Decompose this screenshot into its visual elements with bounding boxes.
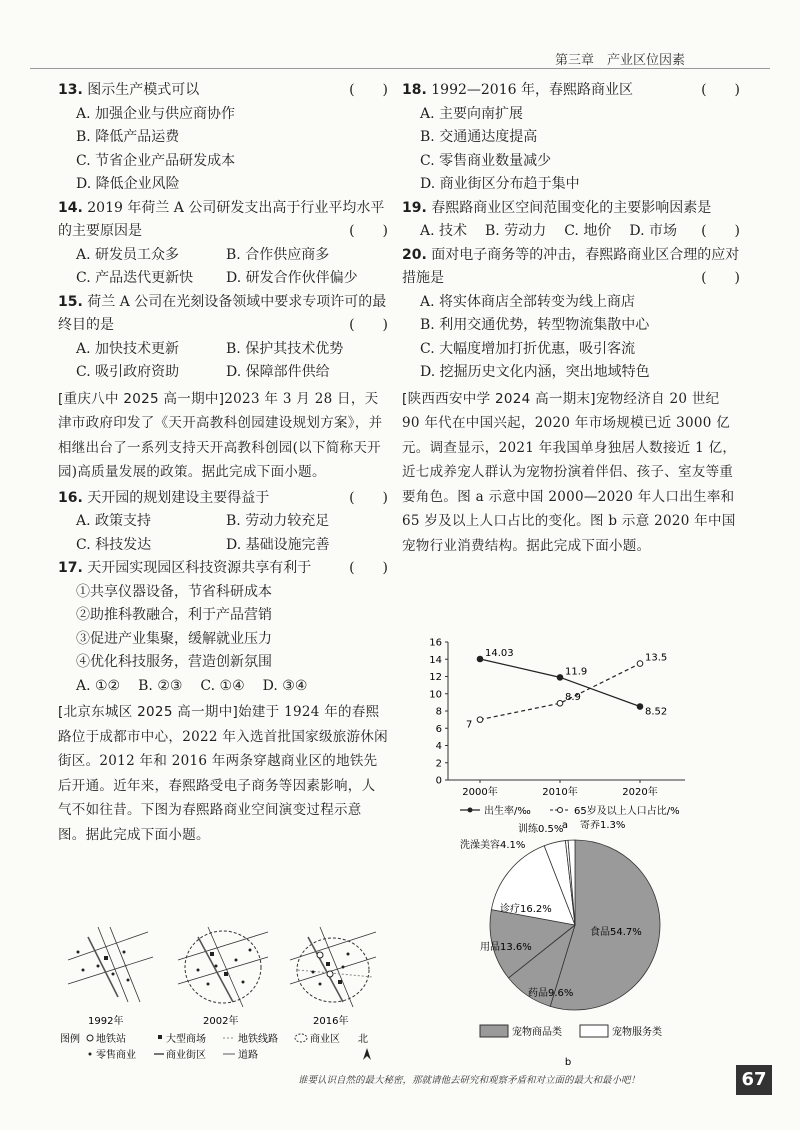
question-stem: 春熙路商业区空间范围变化的主要影响因素是 <box>431 199 712 216</box>
header-rule <box>30 68 770 69</box>
page-number: 67 <box>736 1065 772 1095</box>
question-stem: 天开园的规划建设主要得益于 <box>87 489 270 506</box>
y-tick-label: 4 <box>435 741 442 752</box>
legend-item: 道路 <box>238 1050 258 1061</box>
figure-label: b <box>564 1057 572 1068</box>
question-stem: 图示生产模式可以 <box>87 82 200 98</box>
y-tick-label: 12 <box>429 672 442 683</box>
slice-label: 诊疗16.2% <box>500 904 552 915</box>
legend-item: 地铁线路 <box>238 1034 278 1045</box>
slice-label: 食品54.7% <box>590 927 642 938</box>
north-label: 北 <box>358 1034 368 1045</box>
question-number: 16. <box>58 489 83 506</box>
data-point <box>477 717 483 723</box>
material-text: 宠物经济自 20 世纪 90 年代在中国兴起，2020 年市场规模已近 3000 亿元。调查显示，2021 年我国单身独居人数接近 1 亿，近七成养宠人群认为宠物扮演着伴侣、孩子、室友等重要角色。图 a 示意中国 2000—2020 年人口出生率和 65 岁及以上人口占比的变化。图 b 示意 2020 年中国宠物行业消费结构。据此完成下面小题。 <box>402 390 737 554</box>
material-source: [陕西西安中学 2024 高一期末] <box>402 390 596 407</box>
answer-paren[interactable]: ( ) <box>349 489 388 506</box>
data-label: 8.52 <box>645 706 668 718</box>
option[interactable]: D. 研发合作伙伴偏少 <box>226 270 358 286</box>
data-label: 7 <box>466 719 473 731</box>
statement-item: ①共享仪器设备，节省科研成本 <box>76 583 272 600</box>
legend-label: 宠物商品类 <box>512 1027 562 1038</box>
y-tick-label: 16 <box>429 637 442 649</box>
option[interactable]: A. 主要向南扩展 <box>420 105 524 122</box>
data-label: 11.9 <box>565 666 588 678</box>
answer-paren[interactable]: ( ) <box>349 82 388 98</box>
slice-label: 药品9.6% <box>528 988 574 999</box>
north-arrow-icon <box>363 1048 371 1060</box>
data-point <box>637 661 643 667</box>
option[interactable]: D. 降低企业风险 <box>76 176 180 192</box>
data-label: 14.03 <box>485 647 514 659</box>
x-tick-label: 2020年 <box>622 787 658 798</box>
aged-share-line <box>480 664 640 720</box>
y-tick-label: 6 <box>435 723 442 735</box>
data-label: 13.5 <box>645 652 668 664</box>
legend-item: 商业区 <box>310 1034 340 1045</box>
option[interactable]: B. 劳动力较充足 <box>226 513 330 529</box>
option[interactable]: C. 吸引政府资助 <box>76 364 180 380</box>
figure-label: a <box>561 820 569 830</box>
option[interactable]: A. 技术 <box>420 223 468 239</box>
legend-marker <box>558 808 563 813</box>
chart-marks <box>460 648 680 830</box>
slice-label: 寄养1.3% <box>580 820 626 831</box>
question-number: 20. <box>402 246 427 263</box>
option[interactable]: A. 加快技术更新 <box>76 340 180 357</box>
material-text: 2023 年 3 月 28 日，天津市政府印发了《天开高教科创园建设规划方案》，并相继出台了一系列支持天开高教科创园(以下简称天开园)高质量发展的政策。据此完成下面小题。 <box>58 390 383 480</box>
question-number: 17. <box>58 560 83 576</box>
statement-item: ②助推科教融合，利于产品营销 <box>76 607 272 623</box>
question-13 <box>58 79 388 103</box>
option[interactable]: B. 利用交通优势，转型物流集散中心 <box>420 317 650 333</box>
legend-item: 商业街区 <box>166 1050 206 1061</box>
answer-paren[interactable]: ( ) <box>349 560 388 576</box>
legend-swatch <box>580 1025 608 1037</box>
data-point <box>477 656 483 662</box>
legend-item: 大型商场 <box>166 1034 206 1045</box>
question-20 <box>402 244 740 291</box>
material-source: [重庆八中 2025 高一期中] <box>58 390 225 407</box>
material-text: 始建于 1924 年的春熙路位于成都市中心，2022 年入选首批国家级旅游休闲街区。2012 年和 2016 年两条穿越商业区的地铁先后开通。近年来，春熙路受电子商务等因素影响，人气不如往昔。下图为春熙路商业空间演变过程示意图。据此完成下面小题。 <box>58 704 388 843</box>
line-chart-svg <box>420 630 720 830</box>
slice-label: 训练0.5% <box>518 824 564 835</box>
y-tick-label: 14 <box>429 654 442 666</box>
option[interactable]: C. 地价 <box>564 223 612 239</box>
option-row <box>58 510 388 534</box>
option-row <box>58 675 388 699</box>
data-point <box>557 700 563 706</box>
option[interactable]: C. 大幅度增加打折优惠，吸引客流 <box>420 340 636 357</box>
left-column <box>58 79 388 849</box>
option-row <box>58 244 388 268</box>
answer-paren[interactable]: ( ) <box>349 223 388 239</box>
legend-title: 图例 <box>60 1034 80 1045</box>
option[interactable]: D. 商业街区分布趋于集中 <box>420 176 580 192</box>
statement-item: ④优化科技服务，营造创新氛围 <box>76 654 272 670</box>
map-year-label: 1992年 <box>88 1016 124 1027</box>
question-number: 18. <box>402 82 427 98</box>
birth-rate-line <box>480 659 640 707</box>
pie-chart-b <box>440 820 710 1075</box>
option[interactable]: C. 科技发达 <box>76 536 152 553</box>
legend-item: 零售商业 <box>96 1050 136 1061</box>
statement-item: ③促进产业集聚，缓解就业压力 <box>76 630 272 647</box>
material-passage <box>402 387 740 559</box>
map-panel-2002 <box>178 927 268 1007</box>
legend-marker <box>468 808 473 813</box>
question-15 <box>58 291 388 338</box>
data-label: 8.9 <box>565 692 581 704</box>
chapter-header: 第三章 产业区位因素 <box>555 53 686 68</box>
option[interactable]: B. 交通通达度提高 <box>420 129 538 145</box>
map-svg <box>58 922 378 1062</box>
option[interactable]: A. 加强企业与供应商协作 <box>76 105 236 122</box>
map-year-label: 2002年 <box>203 1016 239 1027</box>
question-stem: 2019 年荷兰 A 公司研发支出高于行业平均水平的主要原因是 <box>58 199 385 239</box>
line-chart-a <box>420 630 720 830</box>
legend-label: 出生率/‰ <box>484 806 531 817</box>
question-16 <box>58 487 388 511</box>
map-panel-2016 <box>290 927 376 1007</box>
option[interactable]: D. 市场 <box>629 223 677 239</box>
question-number: 15. <box>58 293 83 310</box>
material-passage <box>58 387 388 485</box>
right-column <box>402 79 740 560</box>
y-tick-label: 8 <box>435 706 442 718</box>
question-17 <box>58 557 388 581</box>
option-row <box>58 338 388 362</box>
map-year-label: 2016年 <box>313 1016 349 1027</box>
map-panel-1992 <box>68 927 153 1002</box>
legend-item: 地铁站 <box>96 1034 126 1045</box>
option-row <box>58 267 388 291</box>
option[interactable]: D. 挖掘历史文化内涵，突出地域特色 <box>420 364 650 380</box>
option[interactable]: C. ①④ <box>200 677 245 694</box>
question-stem: 天开园实现园区科技资源共享有利于 <box>87 560 312 576</box>
option[interactable]: C. 节省企业产品研发成本 <box>76 152 236 169</box>
legend-label: 宠物服务类 <box>612 1027 662 1038</box>
y-tick-label: 0 <box>435 775 442 787</box>
question-number: 14. <box>58 199 83 216</box>
pie-chart-svg <box>440 820 710 1075</box>
option[interactable]: A. ①② <box>76 677 121 694</box>
option[interactable]: C. 产品迭代更新快 <box>76 270 194 286</box>
material-passage <box>58 700 388 847</box>
option[interactable]: B. ②③ <box>138 677 183 694</box>
option[interactable]: B. 保护其技术优势 <box>226 340 344 357</box>
question-stem: 荷兰 A 公司在光刻设备领域中要求专项许可的最终目的是 <box>58 293 387 333</box>
option[interactable]: A. 政策支持 <box>76 513 152 529</box>
x-tick-label: 2000年 <box>462 787 498 798</box>
footer-motto: 谁要认识自然的最大秘密，那就请他去研究和观察矛盾和对立面的最大和最小吧！ <box>298 1075 641 1086</box>
data-point <box>637 704 643 710</box>
x-tick-label: 2010年 <box>542 787 578 798</box>
question-stem: 面对电子商务等的冲击，春熙路商业区合理的应对措施是 <box>402 246 740 286</box>
answer-paren[interactable]: ( ) <box>701 82 740 98</box>
option[interactable]: A. 将实体商店全部转变为线上商店 <box>420 293 636 310</box>
option[interactable]: D. 保障部件供给 <box>226 364 330 380</box>
slice-label: 用品13.6% <box>480 942 532 953</box>
legend-label: 65岁及以上人口占比/% <box>574 806 680 817</box>
chunxi-road-evolution-map <box>58 922 378 1062</box>
slice-label: 洗澡美容4.1% <box>460 840 526 851</box>
option-row <box>402 220 701 244</box>
pie-marks <box>460 820 662 1068</box>
data-point <box>557 675 563 681</box>
option[interactable]: B. 劳动力 <box>485 223 547 239</box>
option-row <box>58 534 388 558</box>
question-number: 19. <box>402 199 427 216</box>
answer-paren[interactable]: ( ) <box>701 270 740 286</box>
option[interactable]: B. 合作供应商多 <box>226 246 330 263</box>
option-row <box>58 361 388 385</box>
question-stem: 1992—2016 年，春熙路商业区 <box>431 82 633 98</box>
question-number: 13. <box>58 82 83 98</box>
answer-paren[interactable]: ( ) <box>349 317 388 333</box>
option[interactable]: D. ③④ <box>262 677 308 694</box>
option[interactable]: C. 零售商业数量减少 <box>420 152 552 169</box>
question-18 <box>402 79 740 103</box>
y-tick-label: 10 <box>429 689 442 701</box>
option[interactable]: B. 降低产品运费 <box>76 129 180 145</box>
question-14 <box>58 197 388 244</box>
y-tick-label: 2 <box>435 758 442 770</box>
legend-swatch <box>480 1025 508 1037</box>
material-source: [北京东城区 2025 高一期中] <box>58 704 239 720</box>
answer-paren[interactable]: ( ) <box>701 223 740 239</box>
option[interactable]: A. 研发员工众多 <box>76 246 180 263</box>
option[interactable]: D. 基础设施完善 <box>226 536 330 553</box>
